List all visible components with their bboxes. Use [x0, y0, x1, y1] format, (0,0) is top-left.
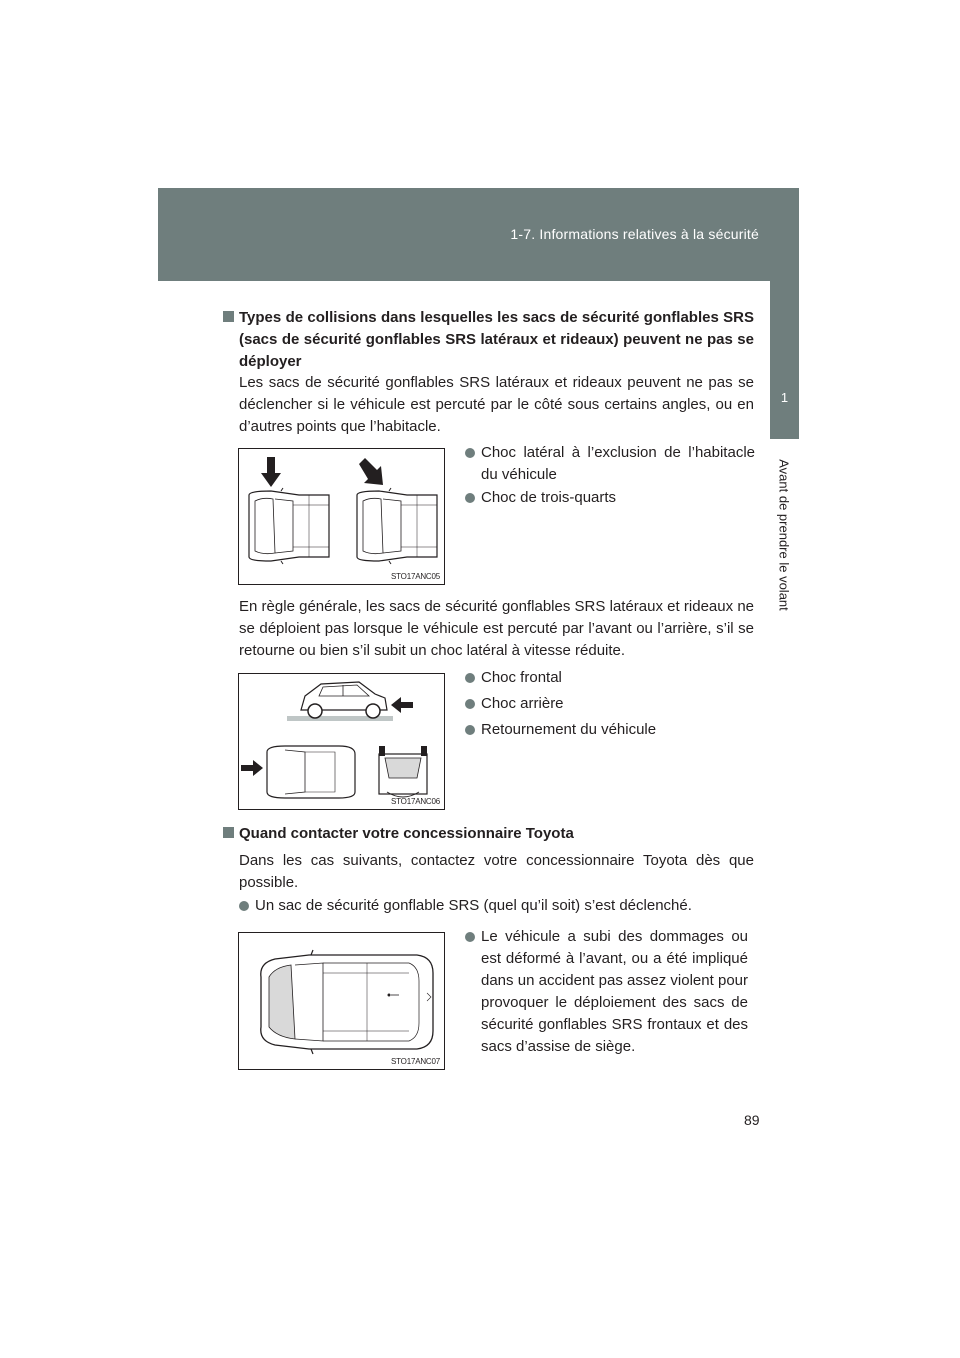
impact-arrow	[391, 697, 413, 713]
bullet-marker	[465, 699, 475, 709]
bullet-marker	[465, 725, 475, 735]
section-header-title: 1-7. Informations relatives à la sécurité	[510, 226, 759, 242]
section-title-text: Quand contacter votre concessionnaire Toyota	[239, 825, 574, 842]
chapter-title: Avant de prendre le volant	[776, 459, 792, 611]
chapter-tab	[770, 281, 799, 439]
page-header	[158, 188, 799, 281]
chapter-number: 1	[780, 390, 789, 405]
page-number: 89	[744, 1112, 760, 1128]
section-title-text: Types de collisions dans lesquelles les sacs de sécurité gonflables SRS (sacs de sécurité gonflables SRS latéraux et rideaux) peuvent ne pas se déployer	[239, 309, 754, 370]
side-impact-illustration	[239, 449, 444, 584]
section-marker	[223, 827, 234, 838]
bullet-item: Retournement du véhicule	[465, 719, 755, 741]
paragraph-intro: Les sacs de sécurité gonflables SRS latéraux et rideaux peuvent ne pas se déclencher si le véhicule est percuté par le côté sous certains angles, ou en d’autres points que l’habitacle.	[239, 374, 754, 435]
figure-code: STO17ANC06	[391, 797, 440, 806]
impact-arrow	[261, 457, 281, 487]
bullet-item: Un sac de sécurité gonflable SRS (quel qu’il soit) s’est déclenché.	[239, 895, 754, 917]
figure-side-impact	[238, 448, 445, 585]
bullet-marker	[465, 932, 475, 942]
section-title-collision-types	[223, 307, 754, 373]
impact-arrow	[359, 458, 383, 485]
paragraph-contact: Dans les cas suivants, contactez votre concessionnaire Toyota dès que possible.	[239, 852, 754, 891]
figure-frontal-rear-rollover	[238, 673, 445, 810]
bullet-item: Le véhicule a subi des dommages ou est déformé à l’avant, ou a été impliqué dans un accident pas assez violent pour provoquer le déploiement des sacs de sécurité gonflables SRS frontaux et des sacs d’assise de siège.	[465, 926, 748, 1058]
bullet-marker	[465, 673, 475, 683]
paragraph-general-rule: En règle générale, les sacs de sécurité gonflables SRS latéraux et rideaux ne se déploient pas lorsque le véhicule est percuté par l’avant ou l’arrière, s’il se retourne ou bien s’il subit un choc latéral à vitesse réduite.	[239, 598, 754, 659]
bullet-marker	[239, 901, 249, 911]
bullet-item: Choc latéral à l’exclusion de l’habitacle du véhicule	[465, 442, 755, 486]
section-title-contact-dealer	[223, 823, 754, 845]
bullet-marker	[465, 493, 475, 503]
figure-code: STO17ANC05	[391, 572, 440, 581]
section-marker	[223, 311, 234, 322]
front-damage-illustration	[239, 933, 444, 1069]
bullet-item: Choc frontal	[465, 667, 755, 689]
figure-code: STO17ANC07	[391, 1057, 440, 1066]
bullet-item: Choc arrière	[465, 693, 755, 715]
figure-front-damage	[238, 932, 445, 1070]
bullet-marker	[465, 448, 475, 458]
frontal-rear-illustration	[239, 674, 444, 809]
impact-arrow	[241, 760, 263, 776]
bullet-item: Choc de trois-quarts	[465, 487, 755, 509]
